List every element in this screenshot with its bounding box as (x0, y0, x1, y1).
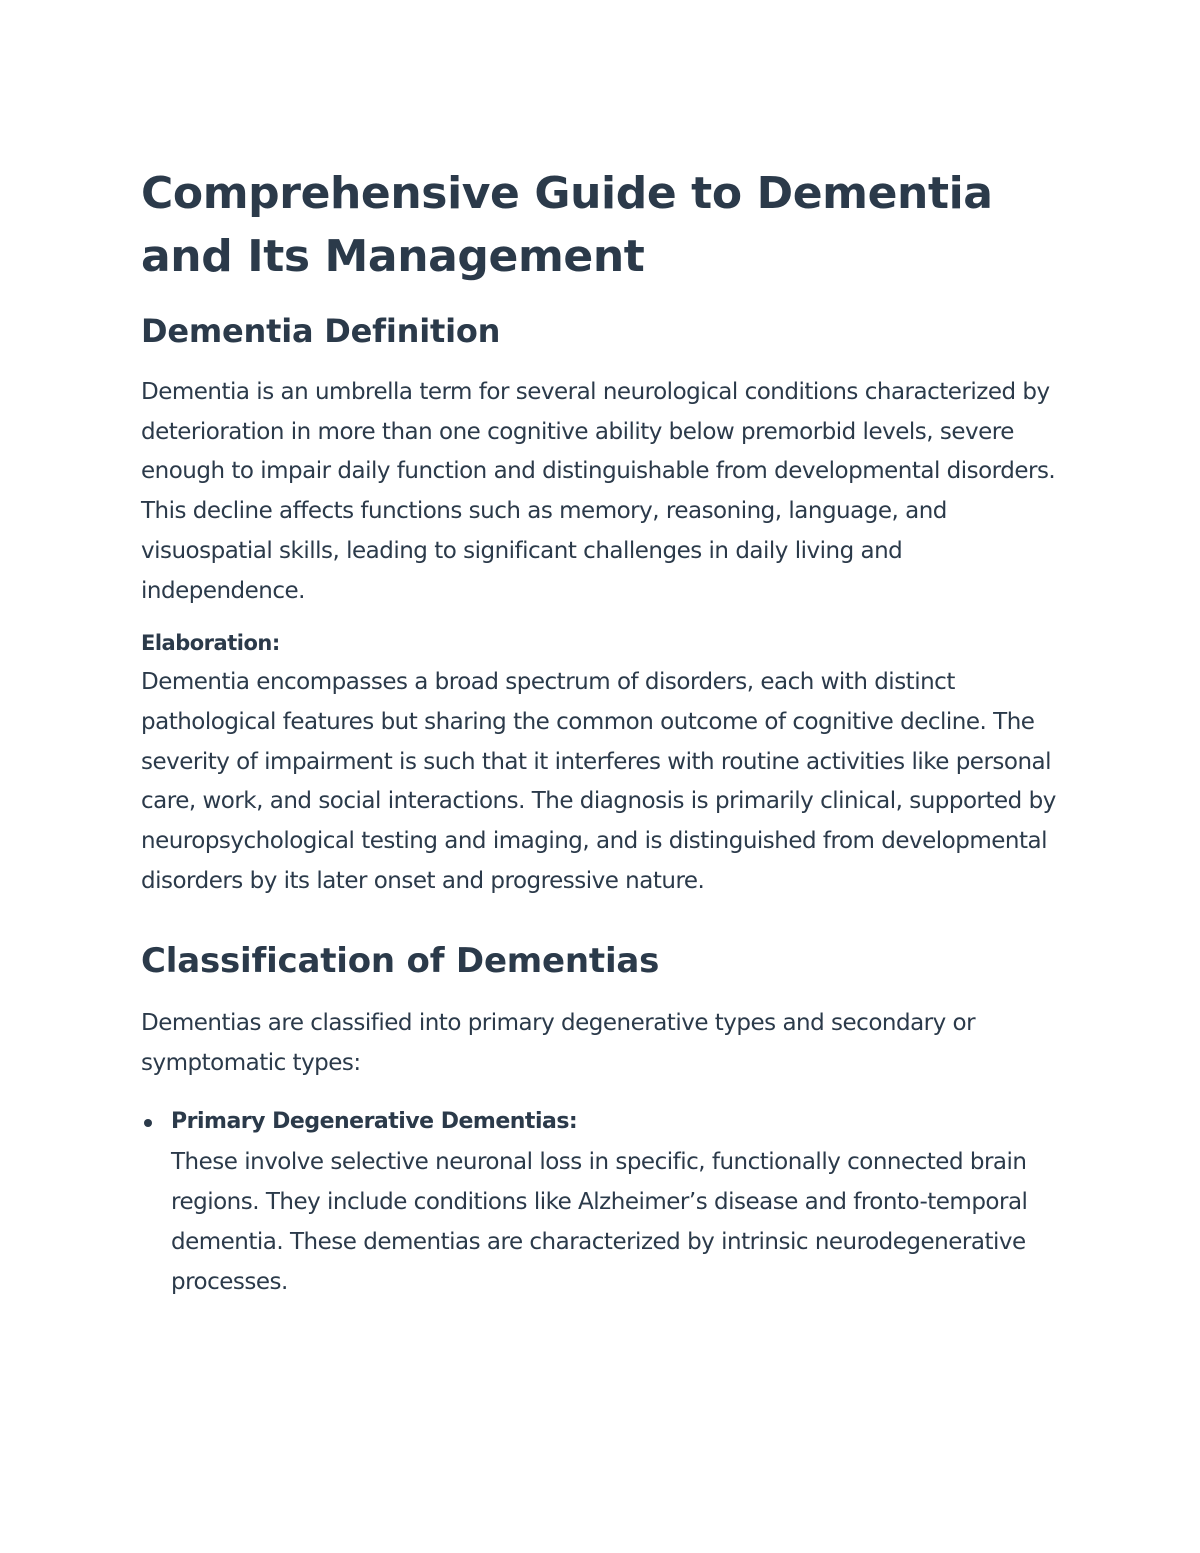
section-heading-classification: Classification of Dementias (141, 941, 660, 982)
elaboration-label: Elaboration: (141, 631, 280, 656)
document-page (141, 162, 1056, 1302)
list-item-body: These involve selective neuronal loss in specific, functionally connected brain regions. They include conditions like Alzheimer’s disease and fronto-temporal dementia. These dementias are characterized by intrinsic neurodegenerative processes. (171, 1148, 1028, 1295)
classification-paragraph: Dementias are classified into primary degenerative types and secondary or symptomatic types: (141, 1010, 976, 1077)
list-item-title: Primary Degenerative Dementias: (171, 1108, 578, 1134)
elaboration-paragraph: Dementia encompasses a broad spectrum of disorders, each with distinct pathological features but sharing the common outcome of cognitive decline. The severity of impairment is such that it interferes with routine activities like personal care, work, and social interactions. The diagnosis is primarily clinical, supported by neuropsychological testing and imaging, and is distinguished from developmental disorders by its later onset and progressive nature. (141, 669, 1056, 894)
definition-paragraph: Dementia is an umbrella term for several neurological conditions characterized by deterioration in more than one cognitive ability below premorbid levels, severe enough to impair daily function and distinguishable from developmental disorders. This decline affects functions such as memory, reasoning, language, and visuospatial skills, leading to significant challenges in daily living and independence. (141, 379, 1056, 604)
bullet-icon (144, 1119, 152, 1127)
classification-list (141, 1102, 1056, 1302)
section-heading-dementia-definition: Dementia Definition (141, 312, 501, 350)
document-title: Comprehensive Guide to Dementia and Its Management (141, 168, 993, 282)
list-item (141, 1102, 1056, 1302)
